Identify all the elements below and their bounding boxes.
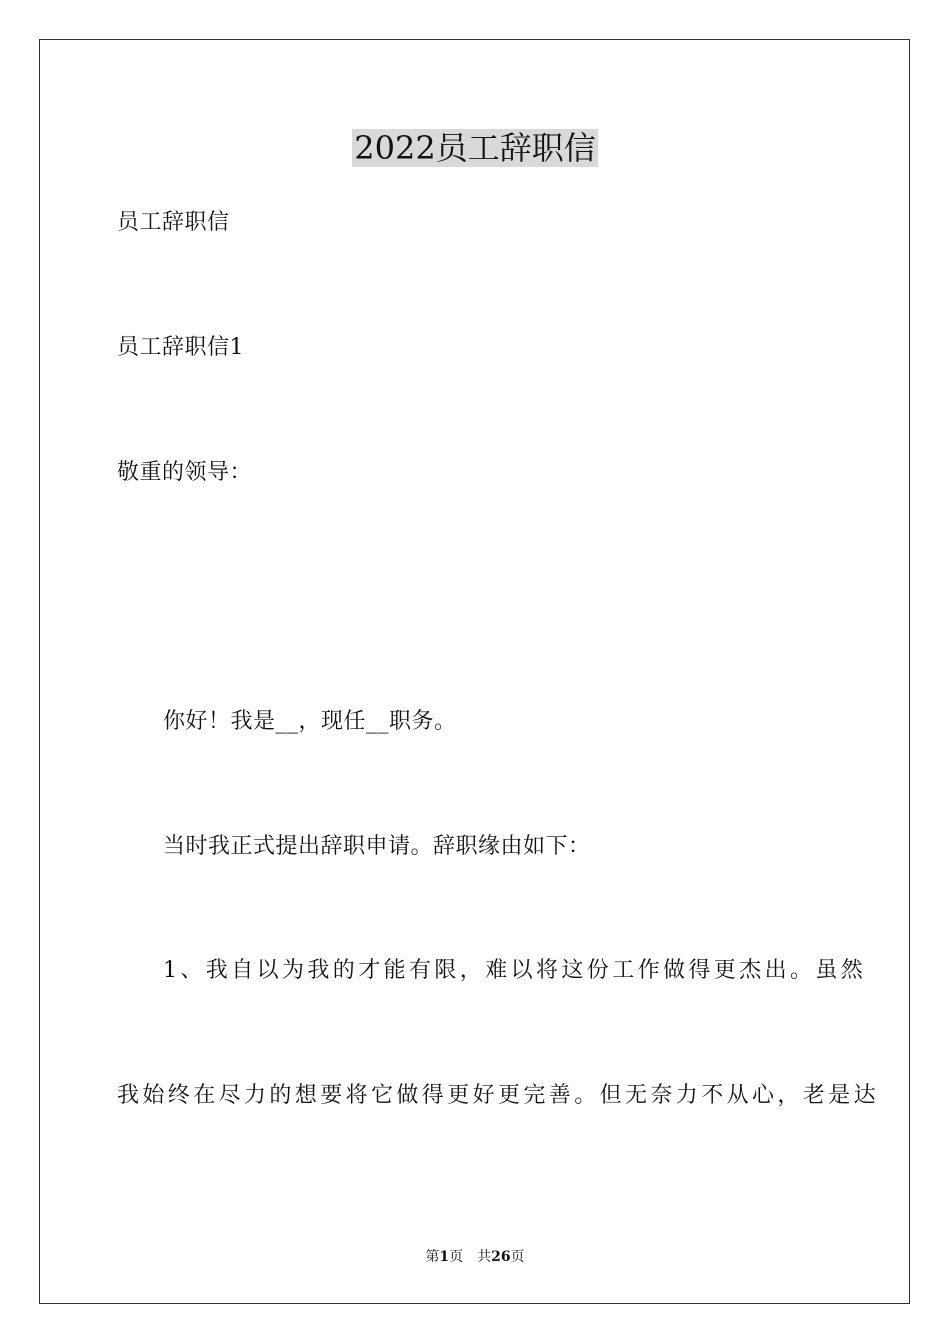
document-title-text: 2022员工辞职信 [354,129,596,167]
page-footer [0,1247,950,1267]
footer-page-prefix: 第 [425,1249,440,1265]
paragraph-salutation: 敬重的领导： [117,460,253,485]
footer-total-prefix: 共 [477,1249,492,1265]
footer-total-unit: 页 [510,1249,525,1265]
paragraph-subheading: 员工辞职信1 [117,335,244,360]
footer-page-current: 1 [439,1249,450,1265]
paragraph-reason-1-continued: 我始终在尽力的想要将它做得更好更完善。但无奈力不从心，老是达 [117,1083,880,1108]
paragraph-greeting: 你好！我是__，现任__职务。 [163,709,457,734]
document-title [0,128,950,168]
paragraph-heading: 员工辞职信 [117,210,230,235]
paragraph-intro: 当时我正式提出辞职申请。辞职缘由如下： [163,834,591,859]
paragraph-reason-1: 1、我自以为我的才能有限，难以将这份工作做得更杰出。虽然 [163,958,867,983]
footer-page-total: 26 [491,1249,511,1265]
footer-page-unit: 页 [449,1249,464,1265]
